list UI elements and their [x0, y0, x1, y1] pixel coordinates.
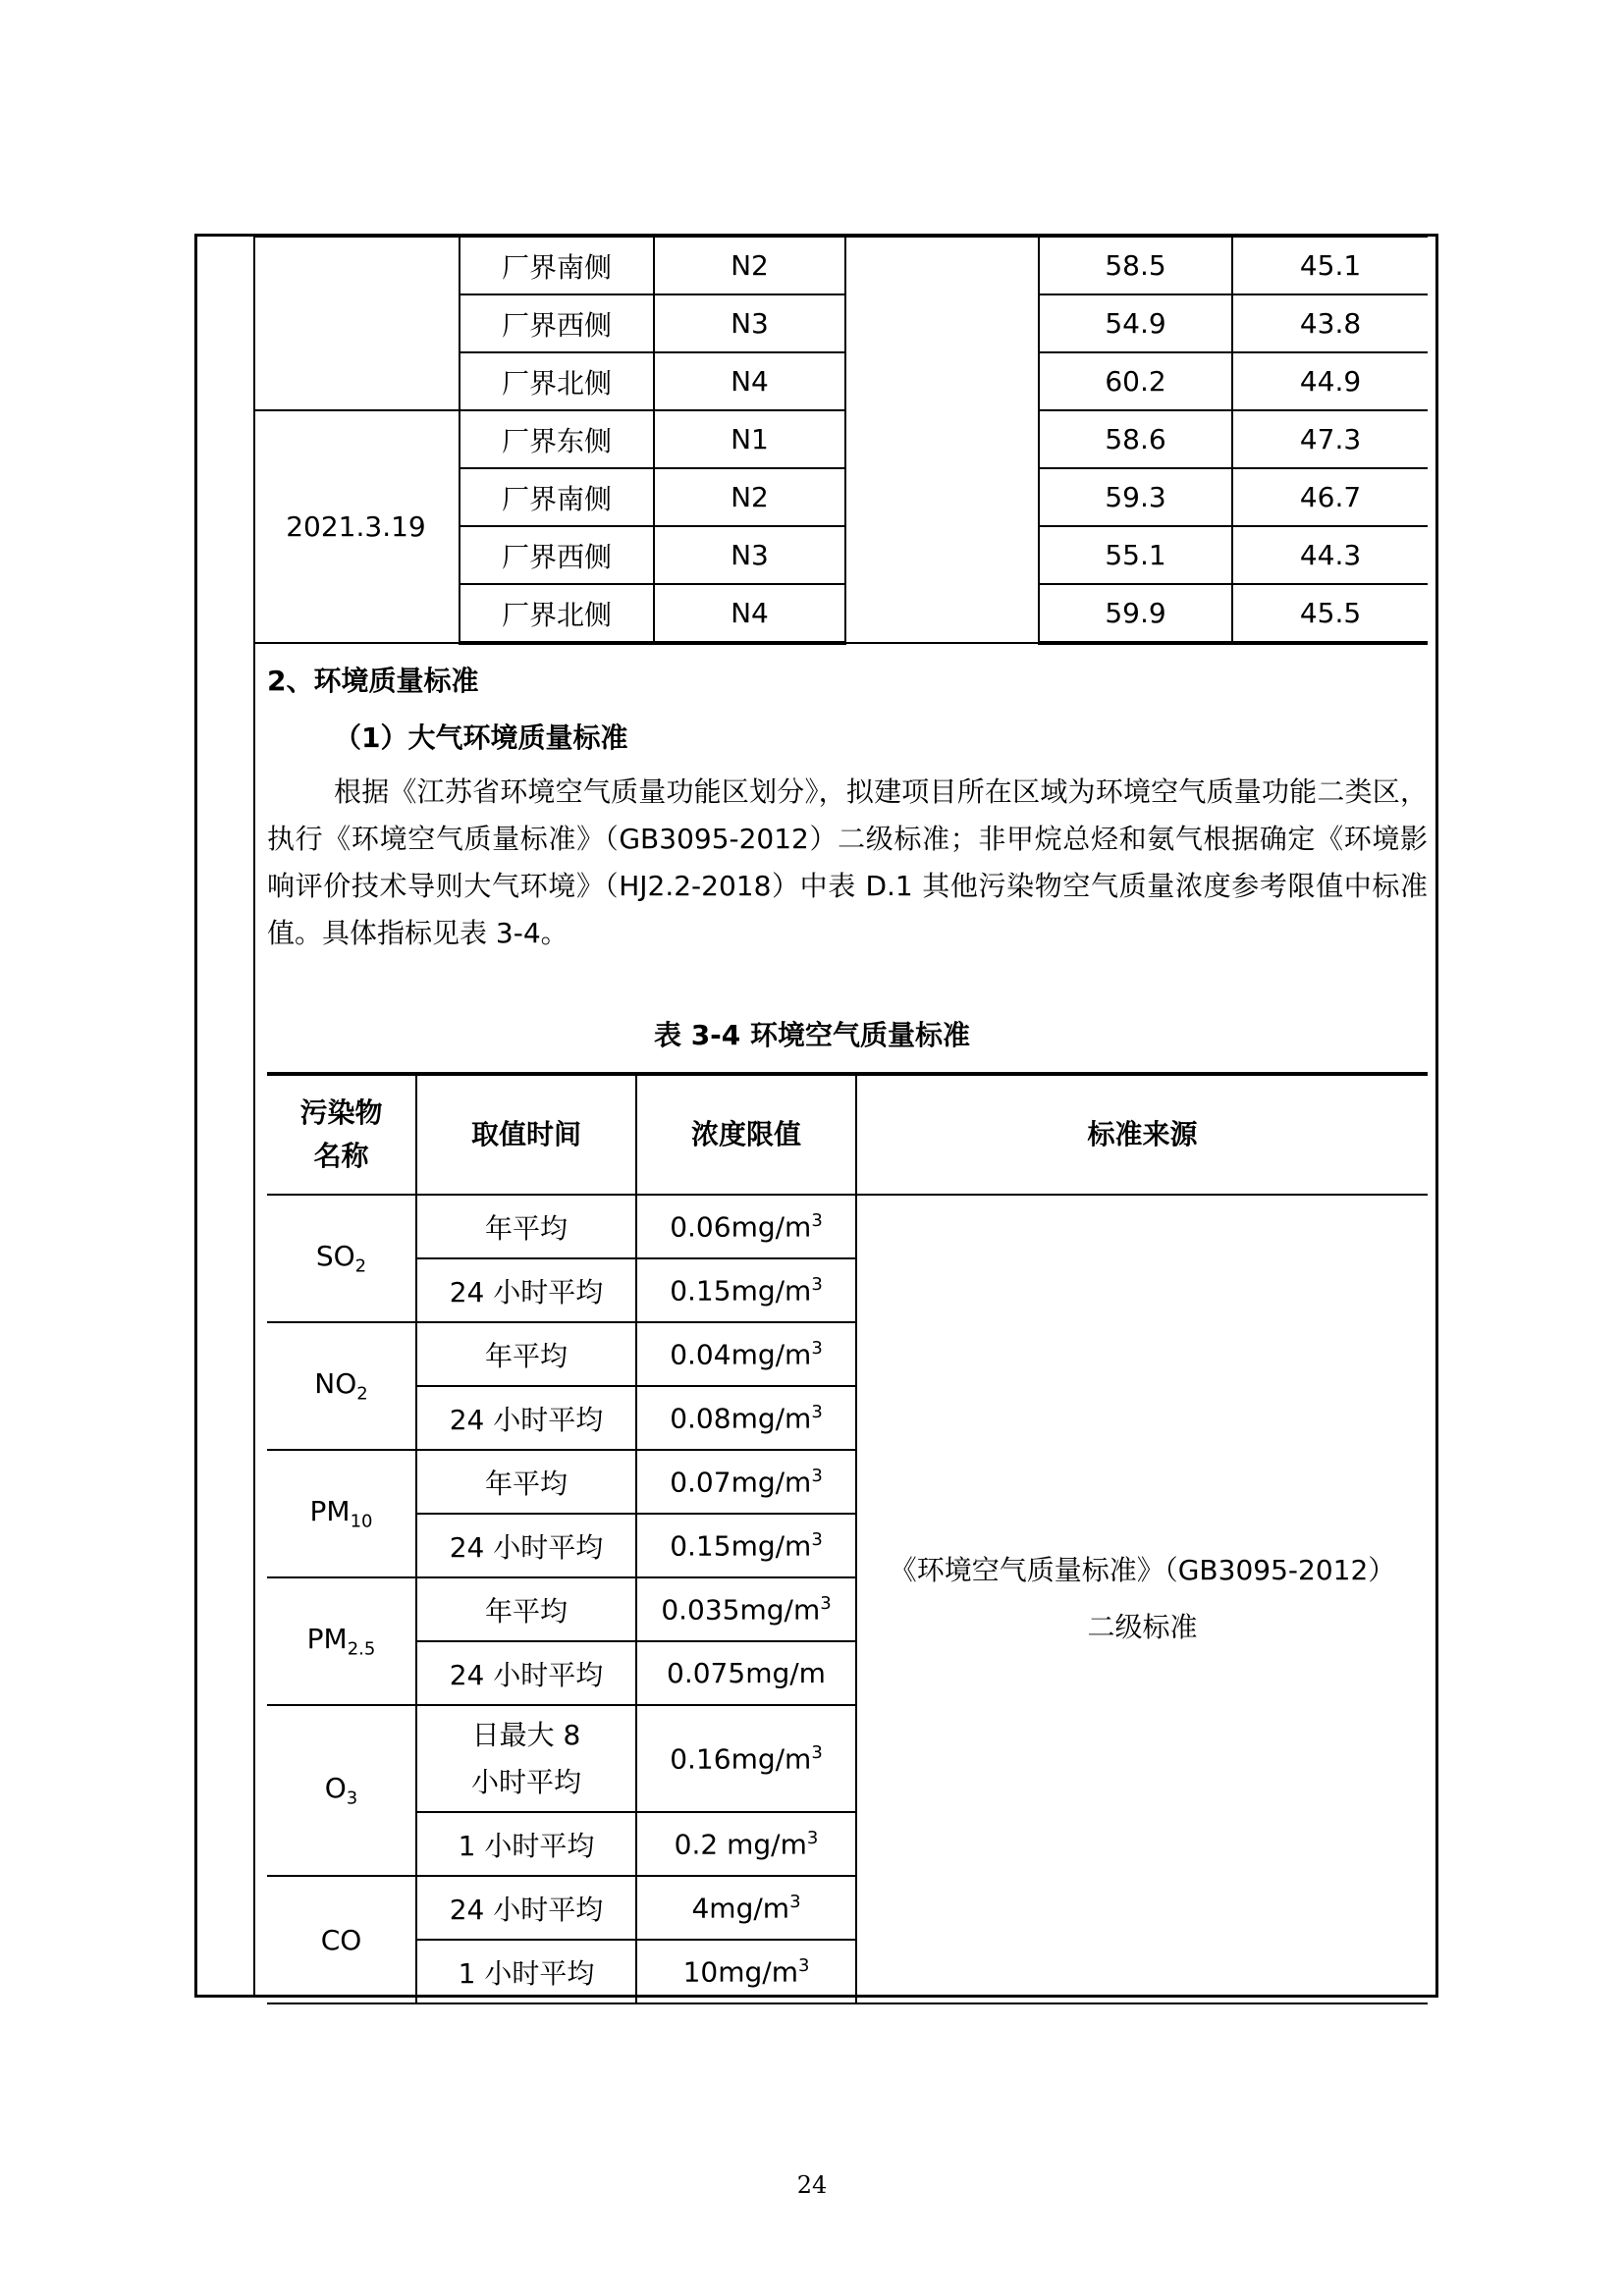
night-value-cell: 44.9 — [1232, 352, 1428, 410]
source-line-2: 二级标准 — [1087, 1611, 1198, 1643]
section-subtitle: （1）大气环境质量标准 — [334, 721, 628, 754]
limit-value-cell: $4mg/m^3$ — [636, 1876, 856, 1940]
averaging-time-cell: 24 小时平均 — [416, 1386, 636, 1450]
standard-source-cell — [856, 1195, 1428, 2003]
date-cell — [253, 236, 460, 410]
header-limit: 浓度限值 — [636, 1074, 856, 1195]
location-cell: 厂界西侧 — [460, 294, 654, 352]
limit-value-cell: 0.2 $mg/m^3$ — [636, 1812, 856, 1876]
table-caption: 表 3-4 环境空气质量标准 — [653, 1019, 971, 1051]
averaging-time-cell: 24 小时平均 — [416, 1514, 636, 1577]
day-value-cell: 60.2 — [1039, 352, 1232, 410]
averaging-time-cell: 24 小时平均 — [416, 1258, 636, 1322]
point-cell: N4 — [654, 352, 845, 410]
day-value-cell: 58.6 — [1039, 410, 1232, 468]
point-cell: N2 — [654, 236, 845, 294]
day-value-cell: 59.9 — [1039, 584, 1232, 643]
night-value-cell: 45.1 — [1232, 236, 1428, 294]
location-cell: 厂界南侧 — [460, 468, 654, 526]
limit-value-cell: $0.15mg/m^3$ — [636, 1514, 856, 1577]
limit-value-cell: $0.16mg/m^3$ — [636, 1705, 856, 1812]
night-value-cell: 45.5 — [1232, 584, 1428, 643]
averaging-time-cell: 日最大 8 小时平均 — [416, 1705, 636, 1812]
table-header-row — [267, 1074, 1428, 1195]
header-pollutant: 污染物名称 — [267, 1074, 416, 1195]
point-cell: N1 — [654, 410, 845, 468]
averaging-time-cell: 年平均 — [416, 1322, 636, 1386]
air-quality-standard-table — [267, 1072, 1428, 2004]
table-row — [253, 236, 1428, 294]
day-value-cell: 59.3 — [1039, 468, 1232, 526]
limit-value-cell: $0.06mg/m^3$ — [636, 1195, 856, 1258]
limit-value-cell: $0.08mg/m^3$ — [636, 1386, 856, 1450]
averaging-time-cell: 1 小时平均 — [416, 1812, 636, 1876]
averaging-time-cell: 年平均 — [416, 1195, 636, 1258]
night-value-cell: 47.3 — [1232, 410, 1428, 468]
limit-value-cell: $10mg/m^3$ — [636, 1940, 856, 2003]
point-cell: N2 — [654, 468, 845, 526]
night-value-cell: 46.7 — [1232, 468, 1428, 526]
point-cell: N3 — [654, 294, 845, 352]
pollutant-cell: CO — [267, 1876, 416, 2003]
date-cell: 2021.3.19 — [253, 410, 460, 643]
location-cell: 厂界北侧 — [460, 352, 654, 410]
location-cell: 厂界东侧 — [460, 410, 654, 468]
night-value-cell: 43.8 — [1232, 294, 1428, 352]
section-title: 2、环境质量标准 — [267, 665, 479, 697]
pollutant-cell: $SO_2$ — [267, 1195, 416, 1322]
limit-value-cell: $0.035mg/m^3$ — [636, 1577, 856, 1641]
blank-cell — [845, 236, 1039, 643]
pollutant-cell: $PM_{10}$ — [267, 1450, 416, 1577]
averaging-time-cell: 年平均 — [416, 1450, 636, 1514]
location-cell: 厂界西侧 — [460, 526, 654, 584]
limit-value-cell: 0.075mg/m — [636, 1641, 856, 1705]
source-line-1: 《环境空气质量标准》（GB3095-2012） — [889, 1554, 1396, 1586]
location-cell: 厂界南侧 — [460, 236, 654, 294]
night-value-cell: 44.3 — [1232, 526, 1428, 584]
pollutant-cell: $NO_2$ — [267, 1322, 416, 1450]
averaging-time-cell: 24 小时平均 — [416, 1641, 636, 1705]
limit-value-cell: $0.07mg/m^3$ — [636, 1450, 856, 1514]
table-row — [253, 410, 1428, 468]
header-source: 标准来源 — [856, 1074, 1428, 1195]
day-value-cell: 58.5 — [1039, 236, 1232, 294]
body-paragraph: 根据《江苏省环境空气质量功能区划分》，拟建项目所在区域为环境空气质量功能二类区，执行《环境空气质量标准》（GB3095-2012）二级标准；非甲烷总烃和氨气根据确定《环境影响评价技术导则大气环境》（HJ2.2-2018）中表 D.1 其他污染物空气质量浓度参考限值中标准值。具体指标见表 3-4。 — [267, 775, 1428, 949]
averaging-time-cell: 1 小时平均 — [416, 1940, 636, 2003]
limit-value-cell: $0.15mg/m^3$ — [636, 1258, 856, 1322]
location-cell: 厂界北侧 — [460, 584, 654, 643]
averaging-time-cell: 年平均 — [416, 1577, 636, 1641]
day-value-cell: 54.9 — [1039, 294, 1232, 352]
point-cell: N3 — [654, 526, 845, 584]
averaging-time-cell: 24 小时平均 — [416, 1876, 636, 1940]
day-value-cell: 55.1 — [1039, 526, 1232, 584]
table-row — [267, 1195, 1428, 1258]
noise-table — [253, 234, 1428, 645]
pollutant-cell: $PM_{2.5}$ — [267, 1577, 416, 1705]
limit-value-cell: $0.04mg/m^3$ — [636, 1322, 856, 1386]
page-number: 24 — [796, 2171, 828, 2199]
header-time: 取值时间 — [416, 1074, 636, 1195]
pollutant-cell: $O_3$ — [267, 1705, 416, 1876]
point-cell: N4 — [654, 584, 845, 643]
